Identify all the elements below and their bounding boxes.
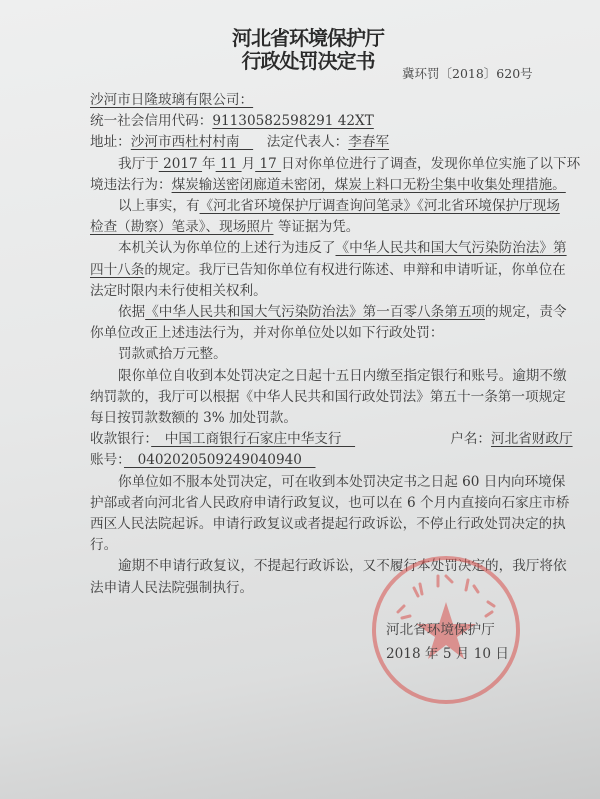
body-text: 逾期不申请行政复议，不提起行政诉讼，又不履行本处罚决定的，我厅将依: [118, 558, 567, 575]
body-text: 法申请人民法院强制执行。: [90, 579, 254, 596]
filled-field-text: 检查（勘察）笔录》、现场照片: [90, 219, 274, 236]
body-text: 账号：: [90, 452, 124, 469]
body-line: [90, 112, 540, 130]
body-line: [90, 176, 566, 194]
body-text: 日对你单位进行了调查，发现你单位实施了以下环: [281, 155, 581, 172]
body-text: 西区人民法院起诉。申请行政复议或者提起行政诉讼，不停止行政处罚决定的执: [90, 516, 566, 532]
filled-field-text: 2017: [158, 155, 203, 172]
body-text: 法定时限内未行使相关权利。: [90, 282, 267, 299]
body-line: [118, 367, 567, 385]
body-text: 依据: [118, 304, 146, 320]
body-line: [118, 197, 560, 215]
body-text: 法定代表人：: [253, 134, 349, 151]
filled-field-text: 四十八条: [90, 261, 145, 278]
body-text: 的规定。我厅已告知你单位有权进行陈述、申辩和申请听证，你单位在: [144, 261, 566, 278]
filled-field-text: 李春军: [348, 134, 390, 151]
body-text: 你单位如不服本处罚决定，可在收到本处罚决定书之日起 60 日内向环境保: [118, 473, 566, 490]
body-line: [90, 218, 540, 236]
body-line: [118, 239, 567, 257]
body-text: 你单位改正上述违法行为，并对你单位处以如下行政处罚：: [90, 325, 444, 342]
body-line: [90, 430, 573, 448]
filled-field-text: 17: [255, 155, 282, 172]
body-line: [118, 345, 540, 363]
body-text: 统一社会信用代码：: [90, 113, 213, 130]
body-text: 户名：: [355, 431, 492, 448]
body-line: [90, 91, 540, 109]
filled-field-text: 11: [215, 155, 242, 172]
body-text: 罚款贰拾万元整。: [118, 346, 227, 363]
body-text: 纳罚款的，我厅可以根据《中华人民共和国行政处罚法》第五十一条第一项规定: [90, 388, 566, 405]
body-text: 每日按罚款数额的 3% 加处罚款。: [90, 410, 297, 426]
body-text: 的规定，责令: [485, 304, 567, 320]
body-text: 我厅于: [118, 155, 159, 172]
body-text: 以上事实，有: [118, 198, 200, 214]
body-text: 收款银行：: [90, 431, 152, 448]
document-title-agency: 河北省环境保护厅: [232, 26, 384, 50]
filled-field-text: 沙河市日隆玻璃有限公司：: [90, 92, 254, 108]
body-text: 护部或者向河北省人民政府申请行政复议，也可以在 6 个月内直接向石家庄市桥: [90, 494, 570, 511]
body-line: [90, 451, 540, 469]
signature-issuer: 河北省环境保护厅: [386, 622, 495, 638]
signature-date: 2018 年 5 月 10 日: [386, 646, 509, 662]
filled-field-text: 河北省财政厅: [491, 431, 573, 448]
document-title-type: 行政处罚决定书: [241, 49, 375, 73]
body-text: 地址：: [90, 134, 131, 151]
body-text: 本机关认为你单位的上述行为违反了: [118, 240, 336, 257]
filled-field-text: 煤炭输送密闭廊道未密闭，煤炭上料口无粉尘集中收集处理措施。: [171, 176, 566, 193]
body-line: [90, 409, 540, 427]
body-text: 等证据为凭。: [273, 219, 360, 236]
body-text: 境违法行为：: [90, 176, 172, 193]
body-line: [90, 133, 540, 151]
body-line: [118, 303, 567, 321]
body-line: [90, 282, 540, 300]
body-text: 限你单位自收到本处罚决定之日起十五日内缴至指定银行和账号。逾期不缴: [118, 367, 567, 384]
filled-field-text: 《河北省环境保护厅调查询问笔录》《河北省环境保护厅现场: [199, 198, 560, 214]
body-text: 年: [202, 155, 216, 172]
filled-field-text: 《中华人民共和国大气污染防治法》第一百零八条第五项: [145, 304, 486, 320]
body-text: 行。: [90, 537, 118, 554]
filled-field-text: 沙河市西杜村村南: [130, 134, 254, 151]
filled-field-text: 91130582598291 42XT: [212, 113, 374, 130]
filled-field-text: 中国工商银行石家庄中华支行: [151, 431, 356, 448]
filled-field-text: 《中华人民共和国大气污染防治法》第: [335, 240, 567, 257]
body-line: [118, 473, 566, 491]
body-line: [118, 155, 581, 173]
filled-field-text: 0402020509249040940: [123, 452, 316, 469]
document-number: 冀环罚〔2018〕620号: [402, 66, 533, 81]
body-line: [90, 515, 566, 533]
body-line: [90, 388, 566, 406]
body-line: [90, 261, 566, 279]
body-line: [90, 494, 570, 512]
body-line: [90, 324, 540, 342]
body-text: 月: [241, 155, 256, 172]
